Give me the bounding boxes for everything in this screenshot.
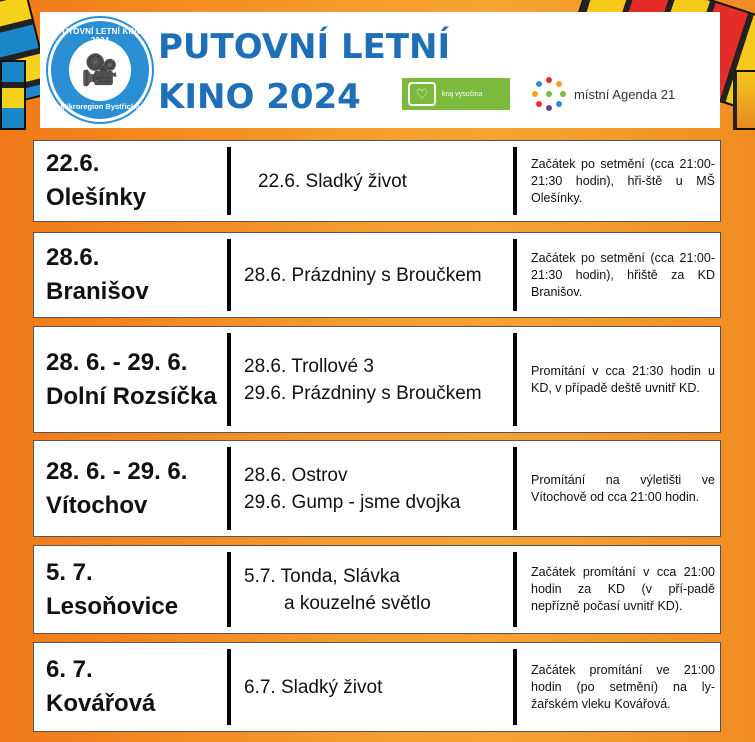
- event-date: 5. 7.: [46, 558, 93, 586]
- films-column: [244, 327, 524, 432]
- place-column: [46, 233, 226, 317]
- place-column: [46, 546, 226, 633]
- event-date: 28.6.: [46, 244, 100, 271]
- place-column: [46, 441, 226, 536]
- event-place: Kovářová: [46, 690, 156, 717]
- divider: [513, 552, 517, 627]
- kraj-vysocina-label: kraj vysočina: [442, 90, 483, 98]
- place-column: [46, 141, 226, 221]
- event-place: Branišov: [46, 278, 149, 305]
- schedule-row: [33, 232, 721, 318]
- film-entry: 29.6. Prázdniny s Broučkem: [244, 382, 482, 404]
- header: [40, 12, 720, 128]
- film-entry: 29.6. Gump - jsme dvojka: [244, 491, 461, 513]
- divider: [227, 447, 231, 530]
- schedule-row: [33, 545, 721, 634]
- schedule-row: [33, 326, 721, 433]
- divider: [513, 333, 517, 426]
- dots-icon: [532, 77, 566, 111]
- divider: [513, 649, 517, 725]
- film-entry: 28.6. Trollové 3: [244, 355, 374, 377]
- info-column: Promítání na výletišti ve Vítochově od cca 21:00 hodin.: [531, 472, 715, 504]
- schedule-row: [33, 140, 721, 222]
- film-entry: a kouzelné světlo: [284, 592, 431, 614]
- event-place: Lesoňovice: [46, 592, 179, 620]
- event-place: Vítochov: [46, 491, 148, 519]
- divider: [227, 552, 231, 627]
- info-column: Začátek promítání ve 21:00 hodin (po setmění) na ly-žařském vleku Kovářová.: [531, 662, 715, 711]
- kraj-vysocina-logo: [402, 78, 510, 110]
- event-place: Dolní Rozsíčka: [46, 382, 217, 410]
- film-entry: 6.7. Sladký život: [244, 676, 383, 698]
- divider: [227, 147, 231, 215]
- film-entry: 5.7. Tonda, Slávka: [244, 565, 400, 587]
- event-date: 22.6.: [46, 150, 100, 177]
- schedule-row: [33, 440, 721, 537]
- divider: [227, 239, 231, 311]
- film-projector-icon: 🎥: [69, 39, 131, 101]
- films-column: [244, 233, 524, 317]
- title-line-2: KINO 2024: [158, 77, 361, 117]
- agenda21-logo: [532, 78, 675, 110]
- films-column: [244, 441, 524, 536]
- films-column: [244, 546, 524, 633]
- heart-icon: ♡: [408, 82, 436, 106]
- info-column: Promítání v cca 21:30 hodin u KD, v případě deště uvnitř KD.: [531, 363, 715, 395]
- film-strip-decoration: [733, 70, 755, 130]
- place-column: [46, 327, 226, 432]
- divider: [227, 333, 231, 426]
- place-column: [46, 643, 226, 731]
- divider: [513, 447, 517, 530]
- schedule-row: [33, 642, 721, 732]
- divider: [227, 649, 231, 725]
- films-column: [244, 643, 524, 731]
- divider: [513, 147, 517, 215]
- event-date: 6. 7.: [46, 656, 93, 683]
- agenda21-label: místní Agenda 21: [574, 86, 676, 102]
- cinema-logo: [48, 18, 152, 122]
- divider: [513, 239, 517, 311]
- title-line-1: PUTOVNÍ LETNÍ: [158, 27, 451, 67]
- logo-bottom-text: Mikroregion Bystřicko: [60, 102, 140, 111]
- film-entry: 28.6. Prázdniny s Broučkem: [244, 264, 482, 286]
- film-strip-decoration: [0, 60, 26, 130]
- info-column: Začátek po setmění (cca 21:00-21:30 hodin), hřiště za KD Branišov.: [531, 250, 715, 299]
- info-column: Začátek promítání v cca 21:00 hodin za KD (v pří-padě nepřízně počasí uvnitř KD).: [531, 565, 715, 613]
- event-date: 28. 6. - 29. 6.: [46, 457, 188, 485]
- logo-arc-text: PUTOVNÍ LETNÍ KINO 2024: [56, 27, 144, 45]
- event-date: 28. 6. - 29. 6.: [46, 348, 188, 376]
- films-column: [244, 141, 524, 221]
- info-column: Začátek po setmění (cca 21:00-21:30 hodin), hři-ště u MŠ Olešínky.: [531, 156, 715, 205]
- film-entry: 28.6. Ostrov: [244, 464, 348, 486]
- event-place: Olešínky: [46, 184, 147, 211]
- film-entry: 22.6. Sladký život: [258, 170, 407, 192]
